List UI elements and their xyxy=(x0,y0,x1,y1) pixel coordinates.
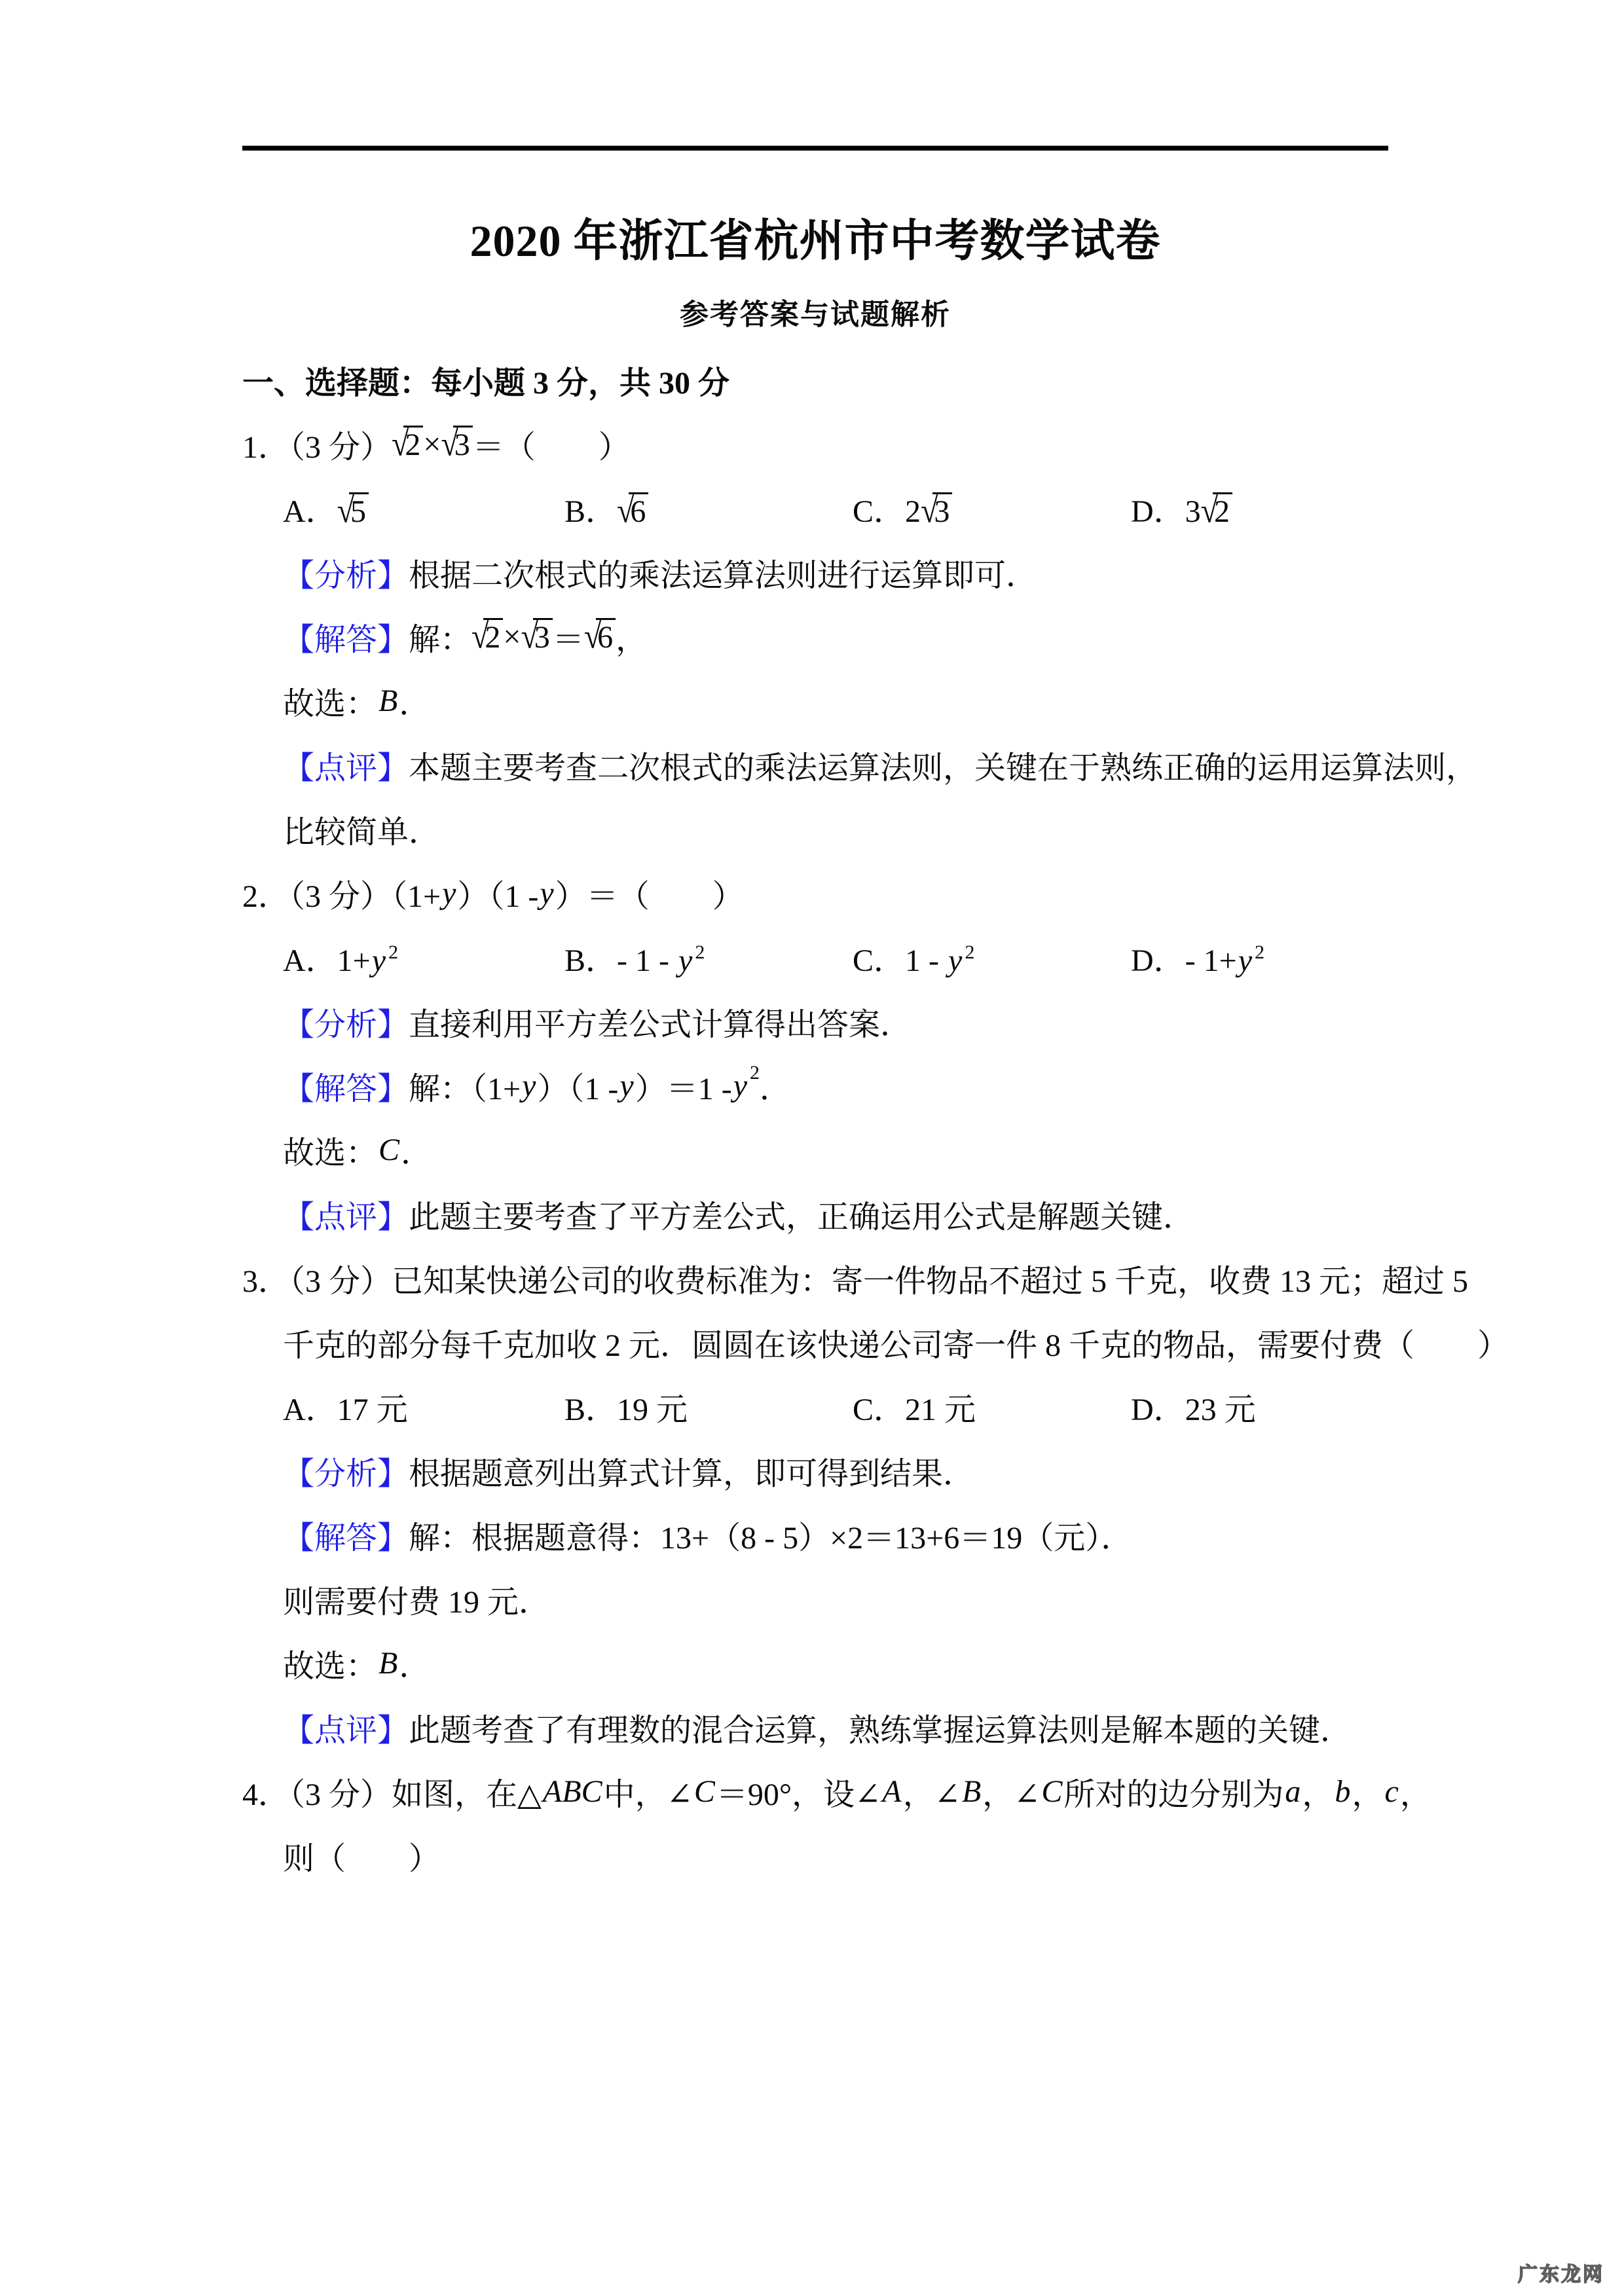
line-analysis xyxy=(242,989,1398,1053)
math-var: ABC xyxy=(542,1774,602,1809)
section-heading: 一、选择题：每小题 3 分，共 30 分 xyxy=(242,365,730,401)
radicand: 3 xyxy=(453,426,473,462)
line-stem xyxy=(242,1759,1431,1823)
line-options xyxy=(242,1374,1398,1438)
text-run: ＝（ ） xyxy=(472,429,630,465)
text-run: 直接利用平方差公式计算得出答案． xyxy=(409,1007,912,1042)
line-analysis xyxy=(242,1438,1398,1503)
radical xyxy=(441,426,472,463)
radical-sign-icon: √ xyxy=(921,490,938,530)
option-item xyxy=(283,935,564,980)
text-run: ）＝1 - xyxy=(635,1071,732,1106)
math-var: y xyxy=(522,1068,536,1103)
radicand: 2 xyxy=(483,618,503,655)
line-answer xyxy=(242,1503,1398,1567)
math-var: C xyxy=(378,1132,400,1167)
radical xyxy=(521,618,552,655)
text-run: 2．（3 分）（1+ xyxy=(242,879,441,914)
line-stem xyxy=(242,412,1398,476)
text-run: ， xyxy=(1302,1777,1334,1812)
text-run: D．- 1+ xyxy=(1131,943,1237,978)
radicand: 6 xyxy=(629,492,648,529)
text-run: ）＝（ ） xyxy=(555,879,744,914)
option-item xyxy=(283,1384,564,1429)
label-tag: 【分析】 xyxy=(283,1007,409,1042)
superscript: 2 xyxy=(1255,941,1265,963)
text-run: 根据二次根式的乘法运算法则进行运算即可． xyxy=(409,558,1038,593)
math-var: y xyxy=(619,1068,634,1103)
math-var: a xyxy=(1285,1774,1301,1809)
label-tag: 【解答】 xyxy=(283,1071,409,1106)
radical xyxy=(471,618,503,655)
text-run: C．2 xyxy=(853,494,921,529)
text-run: 根据题意列出算式计算，即可得到结果． xyxy=(409,1456,975,1491)
text-run: ． xyxy=(399,686,431,721)
text-run: 则（ ） xyxy=(283,1841,441,1876)
text-run: ）（1 - xyxy=(457,879,539,914)
radical xyxy=(584,618,616,655)
math-var: y xyxy=(442,875,456,911)
text-run: D．3 xyxy=(1131,494,1201,529)
radicand: 2 xyxy=(1213,492,1232,529)
options-row xyxy=(283,935,1398,980)
text-run: × xyxy=(423,426,441,462)
option-item xyxy=(564,1384,853,1429)
text-run: D．23 元 xyxy=(1131,1392,1256,1427)
text-run: A．1+ xyxy=(283,943,371,978)
text-run: ，∠ xyxy=(982,1777,1041,1812)
radicand: 2 xyxy=(403,426,423,462)
text-run: 此题主要考查了平方差公式，正确运用公式是解题关键． xyxy=(409,1199,1195,1235)
superscript: 2 xyxy=(750,1062,760,1084)
line-options xyxy=(242,476,1398,540)
line-answer xyxy=(242,1053,1398,1118)
text-run: ． xyxy=(401,1135,433,1171)
radical xyxy=(921,490,952,530)
top-rule xyxy=(242,145,1388,151)
line-text xyxy=(242,1118,1398,1182)
watermark: 广东龙网 xyxy=(1518,2263,1604,2286)
text-run: 所对的边分别为 xyxy=(1063,1777,1284,1812)
options-row xyxy=(283,1384,1398,1429)
radical-sign-icon: √ xyxy=(392,424,409,464)
text-run: ， xyxy=(1399,1777,1431,1812)
text-run: ． xyxy=(399,1649,431,1684)
text-run: 此题考查了有理数的混合运算，熟练掌握运算法则是解本题的关键． xyxy=(409,1713,1352,1748)
text-run: B． xyxy=(564,494,618,529)
math-var: A xyxy=(882,1774,902,1809)
text-run: C．1 - xyxy=(853,943,948,978)
text-run: ）（1 - xyxy=(537,1071,619,1106)
line-comment xyxy=(242,1695,1398,1759)
options-row xyxy=(283,486,1398,531)
radicand: 6 xyxy=(596,618,616,655)
text-run: A． xyxy=(283,494,337,529)
text-run: 中，∠ xyxy=(603,1777,693,1812)
math-var: c xyxy=(1384,1774,1399,1809)
superscript: 2 xyxy=(695,941,705,963)
line-comment xyxy=(242,733,1478,797)
label-tag: 【点评】 xyxy=(283,1199,409,1235)
option-item xyxy=(853,935,1131,980)
option-item xyxy=(564,935,853,980)
math-var: y xyxy=(733,1068,748,1103)
text-run: ，∠ xyxy=(902,1777,961,1812)
radical xyxy=(337,490,369,530)
math-var: C xyxy=(693,1774,715,1809)
radical-sign-icon: √ xyxy=(471,616,489,656)
math-var: b xyxy=(1335,1774,1351,1809)
text-run: 4．（3 分）如图，在△ xyxy=(242,1777,542,1812)
math-var: C xyxy=(1041,1774,1063,1809)
text-run: 故选： xyxy=(283,1649,378,1684)
page-title: 2020 年浙江省杭州市中考数学试卷 xyxy=(470,216,1161,266)
text-run: 则需要付费 19 元． xyxy=(283,1584,551,1620)
line-comment xyxy=(242,1182,1398,1246)
option-item xyxy=(1131,935,1398,980)
text-run: 千克的部分每千克加收 2 元．圆圆在该快递公司寄一件 8 千克的物品，需要付费（ ） xyxy=(283,1328,1509,1363)
line-options xyxy=(242,925,1398,989)
math-var: y xyxy=(540,875,554,911)
text-run: × xyxy=(503,619,521,654)
radical-sign-icon: √ xyxy=(1200,490,1219,530)
text-run: 本题主要考查二次根式的乘法运算法则，关键在于熟练正确的运用运算法则， xyxy=(409,750,1478,786)
radicand: 3 xyxy=(932,492,952,529)
math-var: B xyxy=(378,1645,398,1681)
superscript: 2 xyxy=(965,941,975,963)
line-text xyxy=(242,668,1398,733)
math-var: y xyxy=(371,943,386,978)
text-run: ， xyxy=(616,622,648,657)
text-run: 3．（3 分）已知某快递公司的收费标准为：寄一件物品不超过 5 千克，收费 13 元；超过 5 xyxy=(242,1264,1469,1299)
line-text xyxy=(242,1631,1398,1695)
radical xyxy=(617,490,648,530)
option-item xyxy=(1131,486,1398,531)
text-run: ． xyxy=(760,1071,792,1106)
text-run: A．17 元 xyxy=(283,1392,408,1427)
line-text xyxy=(242,1567,1398,1631)
label-tag: 【分析】 xyxy=(283,558,409,593)
text-run: B．- 1 - xyxy=(564,943,677,978)
option-item xyxy=(853,486,1131,531)
text-run: 比较简单． xyxy=(283,814,441,850)
radicand: 5 xyxy=(349,492,369,529)
radical-sign-icon: √ xyxy=(521,616,538,656)
label-tag: 【解答】 xyxy=(283,622,409,657)
text-run: 故选： xyxy=(283,1135,378,1171)
label-tag: 【解答】 xyxy=(283,1520,409,1556)
math-var: y xyxy=(948,943,963,978)
line-stem xyxy=(242,1246,1469,1310)
text-run: 解：根据题意得：13+（8 - 5）×2＝13+6＝19（元）． xyxy=(409,1520,1133,1556)
option-item xyxy=(853,1384,1131,1429)
document-body xyxy=(242,412,1509,1887)
radical-sign-icon: √ xyxy=(337,490,355,530)
text-run: 故选： xyxy=(283,686,378,721)
text-run: 1．（3 分） xyxy=(242,429,392,465)
radical xyxy=(392,426,423,463)
text-run: C．21 元 xyxy=(853,1392,976,1427)
label-tag: 【分析】 xyxy=(283,1456,409,1491)
radical-sign-icon: √ xyxy=(441,424,458,464)
line-answer xyxy=(242,604,1398,668)
text-run: B．19 元 xyxy=(564,1392,688,1427)
radicand: 3 xyxy=(533,618,553,655)
label-tag: 【点评】 xyxy=(283,750,409,786)
text-run: ＝90°，设∠ xyxy=(716,1777,881,1812)
line-text xyxy=(242,797,1398,861)
line-analysis xyxy=(242,540,1398,604)
math-var: B xyxy=(961,1774,982,1809)
text-run: ， xyxy=(1352,1777,1384,1812)
option-item xyxy=(564,486,853,531)
option-item xyxy=(1131,1384,1398,1429)
radical-sign-icon: √ xyxy=(617,490,635,530)
page-subtitle: 参考答案与试题解析 xyxy=(680,299,951,331)
text-run: 解： xyxy=(409,622,472,657)
math-var: y xyxy=(678,943,693,978)
label-tag: 【点评】 xyxy=(283,1713,409,1748)
line-text xyxy=(242,1310,1509,1374)
text-run: 解：（1+ xyxy=(409,1071,521,1106)
math-var: B xyxy=(378,683,398,718)
line-text xyxy=(242,1823,1398,1887)
radical xyxy=(1200,490,1232,530)
math-var: y xyxy=(1238,943,1253,978)
radical-sign-icon: √ xyxy=(583,616,602,656)
line-stem xyxy=(242,861,1398,925)
superscript: 2 xyxy=(388,941,399,963)
text-run: ＝ xyxy=(552,622,584,657)
option-item xyxy=(283,486,564,531)
